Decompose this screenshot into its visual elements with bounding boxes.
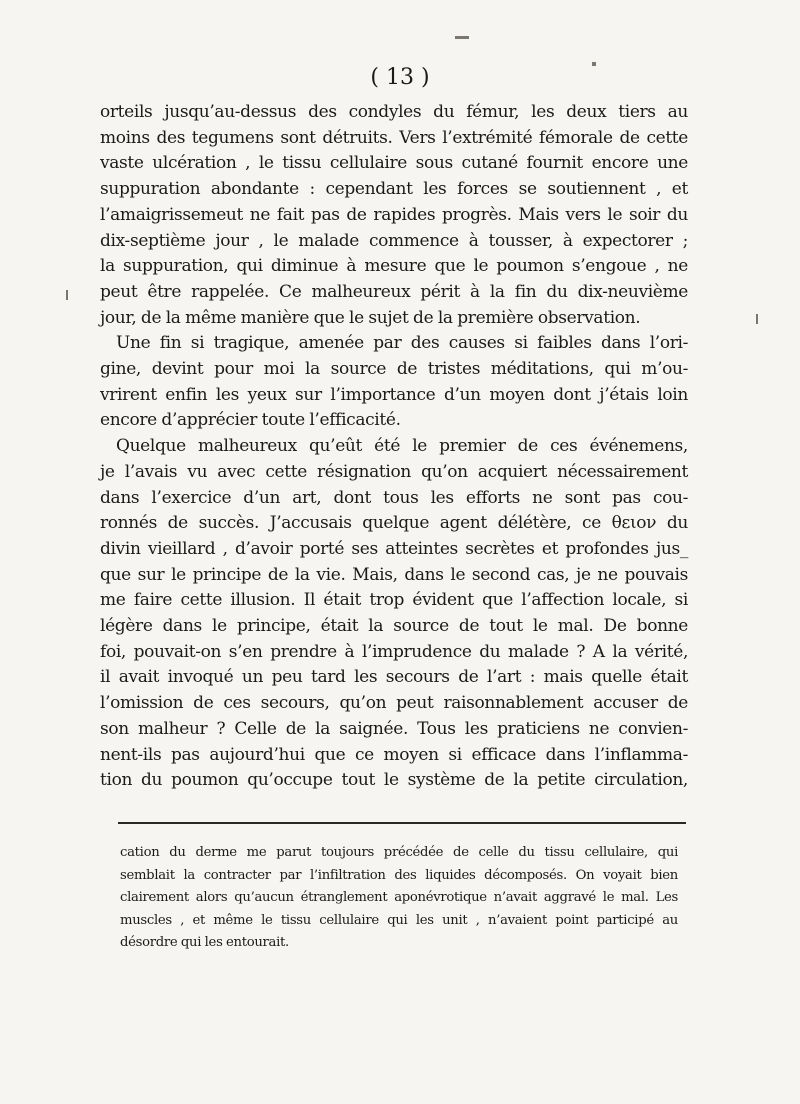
body-line: orteils jusqu’au-dessus des condyles du fémur, les deux tiers au <box>100 102 688 122</box>
footnote-line: muscles , et même le tissu cellulaire qui les unit , n’avaient point participé au <box>120 912 678 928</box>
body-line: son malheur ? Celle de la saignée. Tous les praticiens ne convien- <box>100 718 688 739</box>
body-line: peut être rappelée. Ce malheureux périt à la fin du dix-neuvième <box>100 281 688 302</box>
body-line: légère dans le principe, était la source de tout le mal. De bonne <box>100 616 688 637</box>
print-speck <box>756 314 758 324</box>
body-line: l’amaigrissemeut ne fait pas de rapides progrès. Mais vers le soir du <box>100 204 688 225</box>
print-speck <box>455 36 469 39</box>
body-line: gine, devint pour moi la source de tristes méditations, qui m’ou- <box>100 359 688 380</box>
body-line: l’omission de ces secours, qu’on peut raisonnablement accuser de <box>100 693 688 714</box>
footnote-line: désordre qui les entourait. <box>120 935 289 950</box>
print-speck <box>66 290 68 300</box>
body-line: vrirent enfin les yeux sur l’importance d’un moyen dont j’étais loin <box>100 384 688 405</box>
body-line: divin vieillard , d’avoir porté ses atteintes secrètes et profondes jus_ <box>100 538 688 559</box>
footnote-line: cation du derme me parut toujours précédée de celle du tissu cellulaire, qui <box>120 845 678 860</box>
body-line: vaste ulcération , le tissu cellulaire sous cutané fournit encore une <box>100 153 688 174</box>
body-text <box>100 100 688 794</box>
body-line: dix-septième jour , le malade commence à tousser, à expectorer ; <box>100 230 688 251</box>
body-line: ronnés de succès. J’accusais quelque agent délétère, ce θειον du <box>100 513 688 534</box>
footnote-rule <box>118 822 686 824</box>
body-line: foi, pouvait-on s’en prendre à l’imprudence du malade ? A la vérité, <box>100 641 688 662</box>
body-line: dans l’exercice d’un art, dont tous les efforts ne sont pas cou- <box>100 487 688 508</box>
body-line: Quelque malheureux qu’eût été le premier de ces événemens, <box>116 436 688 457</box>
body-line: nent-ils pas aujourd’hui que ce moyen si efficace dans l’inflamma- <box>100 744 688 765</box>
page-number: ( 13 ) <box>370 65 430 90</box>
body-line: jour, de la même manière que le sujet de la première observation. <box>100 307 641 328</box>
body-line: encore d’apprécier toute l’efficacité. <box>100 410 401 431</box>
body-line: il avait invoqué un peu tard les secours de l’art : mais quelle était <box>100 667 688 688</box>
body-line: Une fin si tragique, amenée par des causes si faibles dans l’ori- <box>116 333 688 354</box>
footnote-line: semblait la contracter par l’infiltration des liquides décomposés. On voyait bien <box>120 867 678 883</box>
body-line: la suppuration, qui diminue à mesure que le poumon s’engoue , ne <box>100 256 688 277</box>
body-line: je l’avais vu avec cette résignation qu’on acquiert nécessairement <box>100 461 688 482</box>
body-line: tion du poumon qu’occupe tout le système de la petite circulation, <box>100 770 688 791</box>
footnote <box>120 842 678 955</box>
body-line: que sur le principe de la vie. Mais, dans le second cas, je ne pouvais <box>100 564 688 585</box>
body-line: moins des tegumens sont détruits. Vers l’extrémité fémorale de cette <box>100 127 688 148</box>
body-line: suppuration abondante : cependant les forces se soutiennent , et <box>100 179 688 200</box>
body-line: me faire cette illusion. Il était trop évident que l’affection locale, si <box>100 590 688 611</box>
footnote-line: clairement alors qu’aucun étranglement aponévrotique n’avait aggravé le mal. Les <box>120 890 678 905</box>
